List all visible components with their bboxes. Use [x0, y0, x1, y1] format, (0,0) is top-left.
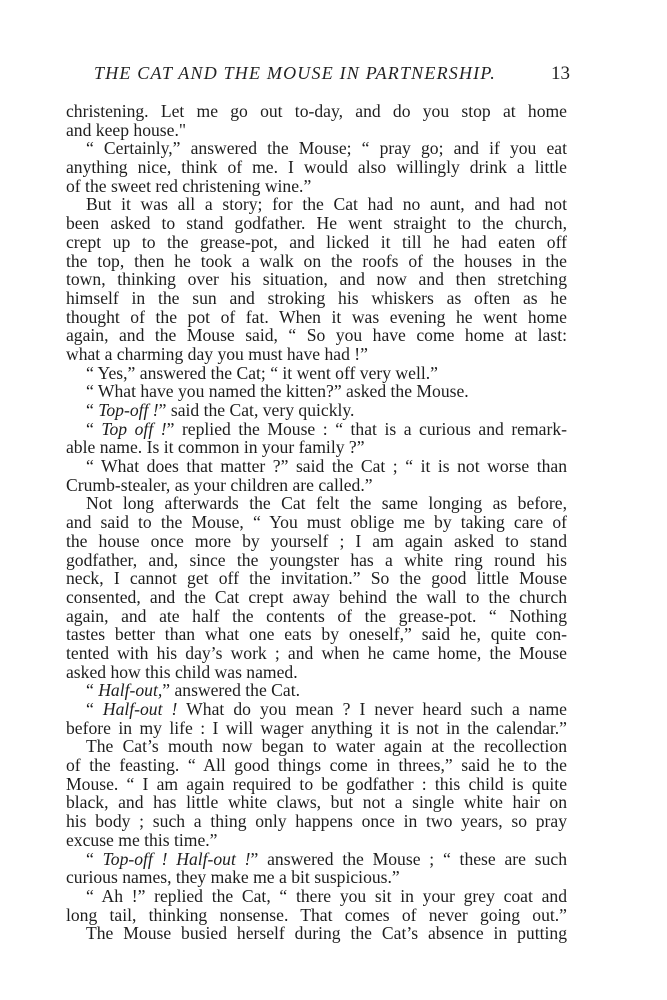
- text-line: [66, 513, 567, 532]
- text-line: [66, 457, 567, 476]
- page-header: [90, 63, 572, 87]
- text-line: [66, 868, 567, 887]
- text-line: [66, 420, 567, 439]
- text-line: [66, 644, 567, 663]
- text-run: his body ; such a thing only happens once in two years, so pray: [66, 811, 567, 832]
- text-line: [66, 924, 567, 943]
- text-run: “ What does that matter ?” said the Cat ; “ it is not worse than: [86, 456, 567, 477]
- text-run: “ What have you named the kitten?” asked the Mouse.: [86, 381, 469, 402]
- text-line: [66, 850, 567, 869]
- body-text: [66, 102, 567, 943]
- text-line: [66, 551, 567, 570]
- running-title: THE CAT AND THE MOUSE IN PARTNERSHIP.: [94, 63, 496, 83]
- text-run: neck, I cannot get off the invitation.” So the good little Mouse: [66, 568, 567, 589]
- text-run: ” answered the Cat.: [162, 680, 301, 701]
- text-line: [66, 887, 567, 906]
- text-run: excuse me this time.”: [66, 829, 218, 850]
- text-line: [66, 401, 567, 420]
- text-run: asked how this child was named.: [66, 661, 298, 682]
- text-line: [66, 270, 567, 289]
- text-line: [66, 812, 567, 831]
- text-run: again, and the Mouse said, “ So you have come home at last:: [66, 325, 567, 346]
- text-line: [66, 719, 567, 738]
- italic-text: Top-off ! Half-out !: [102, 848, 251, 869]
- text-line: [66, 588, 567, 607]
- text-run: of the sweet red christening wine.”: [66, 175, 312, 196]
- text-line: [66, 345, 567, 364]
- text-line: [66, 382, 567, 401]
- text-line: [66, 214, 567, 233]
- text-run: black, and has little white claws, but not a single white hair on: [66, 792, 567, 813]
- text-line: [66, 121, 567, 140]
- text-run: the house once more by yourself ; I am again asked to stand: [66, 530, 567, 551]
- text-line: [66, 195, 567, 214]
- text-line: [66, 831, 567, 850]
- text-run: “: [86, 418, 102, 439]
- text-line: [66, 289, 567, 308]
- text-line: [66, 438, 567, 457]
- text-run: consented, and the Cat crept away behind the wall to the church: [66, 586, 567, 607]
- text-run: Crumb-stealer, as your children are called.”: [66, 474, 373, 495]
- text-line: [66, 906, 567, 925]
- text-run: what a charming day you must have had !”: [66, 343, 368, 364]
- text-run: “ Certainly,” answered the Mouse; “ pray go; and if you eat: [86, 138, 567, 159]
- text-line: [66, 607, 567, 626]
- text-line: [66, 233, 567, 252]
- italic-text: Top-off !: [98, 400, 159, 420]
- text-run: tastes better than what one eats by oneself,” said he, quite con-: [66, 624, 567, 645]
- text-run: again, and ate half the contents of the grease-pot. “ Nothing: [66, 605, 567, 626]
- text-run: “: [86, 699, 103, 719]
- text-line: [66, 625, 567, 644]
- text-run: and keep house.": [66, 119, 187, 140]
- text-line: [66, 494, 567, 513]
- text-run: himself in the sun and stroking his whiskers as often as he: [66, 287, 567, 308]
- text-run: curious names, they make me a bit suspicious.”: [66, 867, 400, 888]
- text-line: [66, 476, 567, 495]
- text-run: Not long afterwards the Cat felt the same longing as before,: [86, 493, 567, 514]
- text-line: [66, 102, 567, 121]
- text-run: The Mouse busied herself during the Cat’s absence in putting: [86, 923, 567, 944]
- text-run: before in my life : I will wager anything it is not in the calendar.”: [66, 717, 567, 738]
- text-run: ” answered the Mouse ; “ these are such: [250, 848, 568, 869]
- text-run: “: [86, 680, 99, 701]
- text-run: What do you mean ? I never heard such a name: [177, 699, 567, 719]
- text-run: able name. Is it common in your family ?”: [66, 437, 365, 458]
- text-run: ” said the Cat, very quickly.: [158, 400, 355, 420]
- text-run: “: [86, 400, 99, 420]
- italic-text: Top off !: [101, 418, 167, 439]
- text-line: [66, 139, 567, 158]
- text-line: [66, 326, 567, 345]
- text-line: [66, 775, 567, 794]
- text-run: “ Yes,” answered the Cat; “ it went off very well.”: [86, 362, 438, 383]
- text-run: of the feasting. “ All good things come in threes,” said he to the: [66, 755, 567, 776]
- text-line: [66, 756, 567, 775]
- text-line: [66, 681, 567, 700]
- page-number: 13: [551, 63, 570, 84]
- text-run: Mouse. “ I am again required to be godfather : this child is quite: [66, 773, 567, 794]
- text-run: The Cat’s mouth now began to water again at the recollection: [86, 736, 567, 757]
- text-run: godfather, and, since the youngster has a white ring round his: [66, 549, 567, 570]
- text-run: anything nice, think of me. I would also willingly drink a little: [66, 157, 567, 178]
- text-line: [66, 177, 567, 196]
- text-run: christening. Let me go out to-day, and do you stop at home: [66, 101, 567, 121]
- text-line: [66, 569, 567, 588]
- text-run: town, thinking over his situation, and now and then stretching: [66, 269, 567, 290]
- text-line: [66, 364, 567, 383]
- text-run: “ Ah !” replied the Cat, “ there you sit in your grey coat and: [86, 885, 567, 906]
- text-run: “: [86, 848, 103, 869]
- text-line: [66, 252, 567, 271]
- text-line: [66, 158, 567, 177]
- text-run: and said to the Mouse, “ You must oblige me by taking care of: [66, 512, 567, 533]
- text-run: ” replied the Mouse : “ that is a curious and remark-: [166, 418, 567, 439]
- text-line: [66, 532, 567, 551]
- text-line: [66, 793, 567, 812]
- text-line: [66, 663, 567, 682]
- text-run: the top, then he took a walk on the roofs of the houses in the: [66, 250, 567, 271]
- italic-text: Half-out !: [102, 699, 178, 719]
- text-line: [66, 700, 567, 719]
- text-line: [66, 737, 567, 756]
- text-run: long tail, thinking nonsense. That comes of never going out.”: [66, 904, 567, 925]
- text-run: crept up to the grease-pot, and licked it till he had eaten off: [66, 231, 567, 252]
- italic-text: Half-out,: [98, 680, 163, 701]
- text-line: [66, 308, 567, 327]
- text-run: thought of the pot of fat. When it was evening he went home: [66, 306, 567, 327]
- text-run: tented with his day’s work ; and when he came home, the Mouse: [66, 642, 567, 663]
- text-run: been asked to stand godfather. He went straight to the church,: [66, 213, 567, 234]
- text-run: But it was all a story; for the Cat had no aunt, and had not: [86, 194, 567, 215]
